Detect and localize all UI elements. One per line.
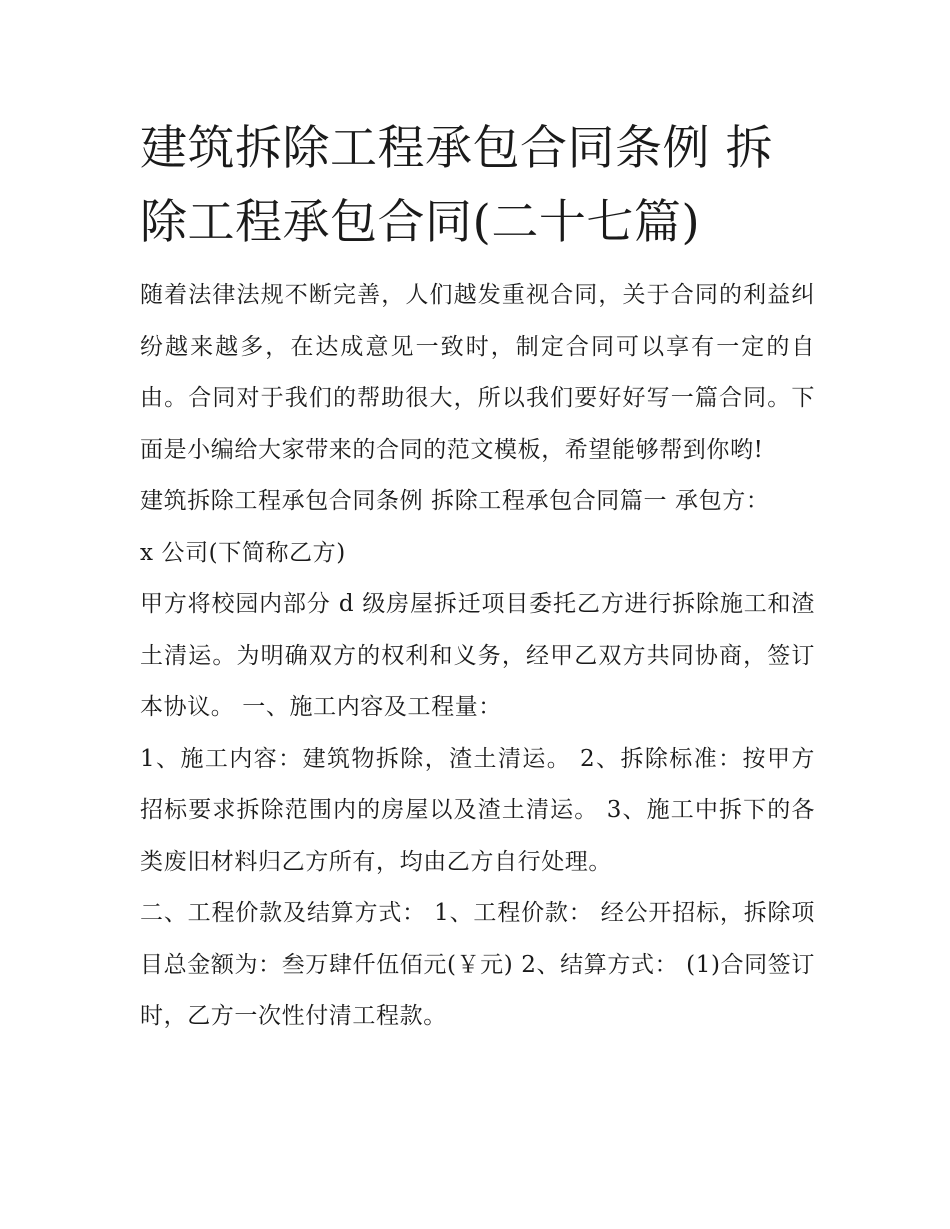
payment-paragraph: 二、工程价款及结算方式： 1、工程价款： 经公开招标，拆除项目总金额为：叁万肆仟伍佰元(￥元) 2、结算方式： (1)合同签订时，乙方一次性付清工程款。 [140, 900, 815, 1029]
agreement-paragraph: 甲方将校园内部分 d 级房屋拆迁项目委托乙方进行拆除施工和渣土清运。为明确双方的权利和义务，经甲乙双方共同协商，签订本协议。 一、施工内容及工程量： [140, 591, 815, 720]
contractor-line: x 公司(下简称乙方) [140, 539, 346, 566]
intro-paragraph: 随着法律法规不断完善，人们越发重视合同，关于合同的利益纠纷越来越多，在达成意见一致时，制定合同可以享有一定的自由。合同对于我们的帮助很大，所以我们要好好写一篇合同。下面是小编给大家带来的合同的范文模板，希望能够帮到你哟! [140, 282, 815, 463]
contract-heading-line: 建筑拆除工程承包合同条例 拆除工程承包合同篇一 承包方： [140, 488, 770, 514]
scope-paragraph: 1、施工内容：建筑物拆除，渣土清运。 2、拆除标准：按甲方招标要求拆除范围内的房屋以及渣土清运。 3、施工中拆下的各类废旧材料归乙方所有，均由乙方自行处理。 [140, 745, 815, 875]
document-body [140, 112, 815, 1043]
document-title: 建筑拆除工程承包合同条例 拆除工程承包合同(二十七篇) [140, 121, 773, 250]
